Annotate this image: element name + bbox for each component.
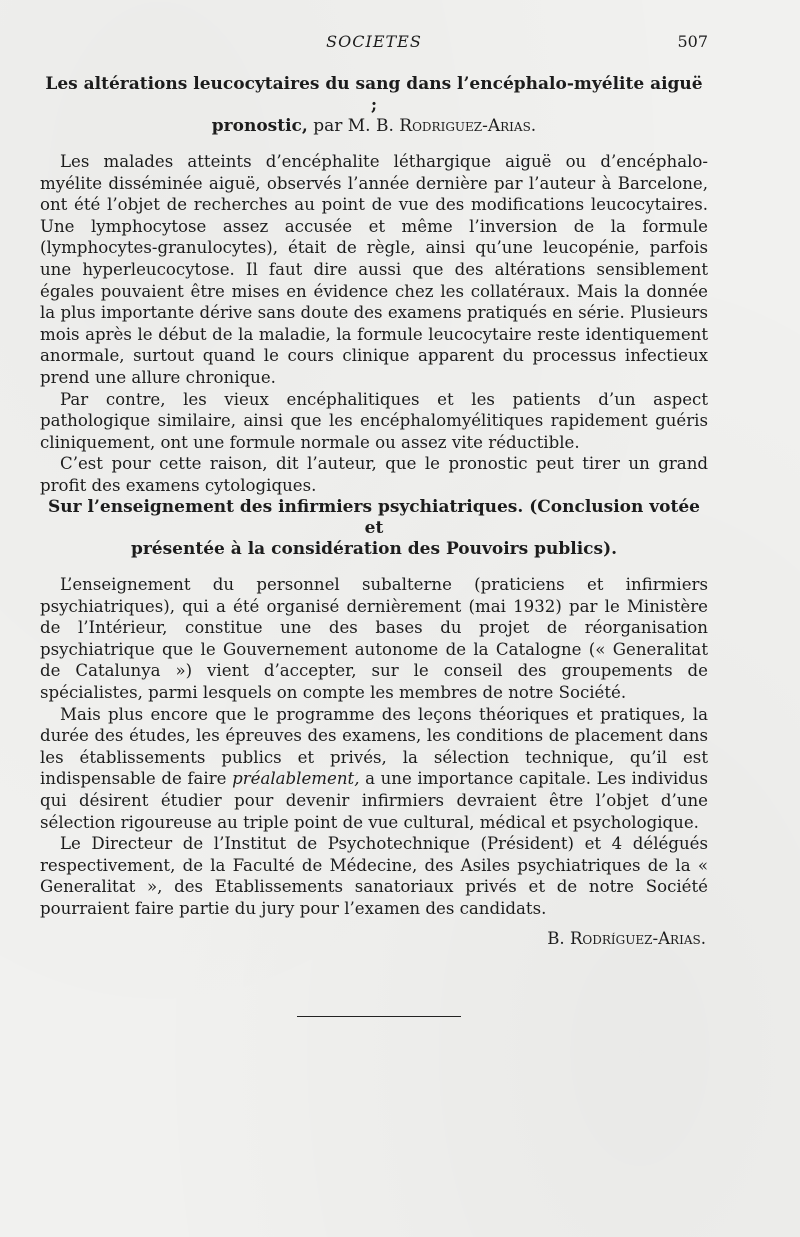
title-by: par M. B. bbox=[307, 116, 400, 136]
end-rule-divider bbox=[297, 1016, 461, 1017]
paragraph: L’enseignement du personnel subalterne (praticiens et infirmiers psychiatriques), qui a été organisé dernièrement (mai 1932) par le Ministère de l’Intérieur, constitue une des bases du projet de réorganisation psychiatrique que le Gouvernement autonome de la Catalogne (« Generalitat de Catalunya ») vient d’accepter, sur le conseil des groupements de spécialistes, parmi lesquels on compte les membres de notre Société. bbox=[40, 575, 708, 702]
article-title bbox=[40, 74, 708, 137]
article-leucocytes bbox=[40, 74, 708, 497]
running-header bbox=[40, 32, 708, 54]
title-author-name: Rodriguez-Arias. bbox=[399, 116, 537, 136]
article-title-line-1: Les altérations leucocytaires du sang dans l’encéphalo-myélite aiguë ; bbox=[45, 74, 703, 115]
article-title-line-1: Sur l’enseignement des infirmiers psychiatriques. (Conclusion votée et bbox=[48, 497, 700, 538]
signature-initial: B. bbox=[547, 928, 570, 948]
paragraph: Le Directeur de l’Institut de Psychotechnique (Président) et 4 délégués respectivement, de la Faculté de Médecine, des Asiles psychiatriques de la « Generalitat », des Etablissements sanatoriaux privés et de notre Société pourraient faire partie du jury pour l’examen des candidats. bbox=[40, 834, 708, 918]
signature-name: Rodríguez-Arias. bbox=[569, 928, 706, 948]
paragraph-text: Mais plus encore que le programme des leçons théoriques et pratiques, la durée des études, les épreuves des examens, les conditions de placement dans les établissements publics et privés, la sélection technique, qu’il est indispensable de faire bbox=[40, 704, 708, 789]
running-title: SOCIETES bbox=[326, 32, 422, 51]
paragraph-text: a une importance capitale. Les individus qui désirent étudier pour devenir infirmiers devraient être l’objet d’une sélection rigoureuse au triple point de vue cultural, médical et psychologique. bbox=[40, 769, 708, 832]
article-title-line-2 bbox=[40, 116, 708, 137]
article-title bbox=[40, 497, 708, 560]
title-keyword: pronostic, bbox=[211, 116, 308, 136]
emphasis-text: préalablement, bbox=[232, 769, 360, 789]
signature bbox=[40, 928, 708, 950]
paragraph: C’est pour cette raison, dit l’auteur, que le pronostic peut tirer un grand profit des examens cytologiques. bbox=[40, 454, 708, 495]
paragraph: Par contre, les vieux encéphalitiques et les patients d’un aspect pathologique similaire, ainsi que les encéphalomyélitiques rapidement guéris cliniquement, ont une formule normale ou assez vite réductible. bbox=[40, 389, 708, 452]
paragraph: Les malades atteints d’encéphalite léthargique aiguë ou d’encéphalo-myélite disséminée aiguë, observés l’année dernière par l’auteur à Barcelone, ont été l’objet de recherches au point de vue des modifications leucocytaires. Une lymphocytose assez accusée et même l’inversion de la formule (lymphocytes-granulocytes), était de règle, ainsi qu’une leucopénie, parfois une hyperleucocytose. Il faut dire aussi que des altérations sensiblement égales pouvaient être mises en évidence chez les collatéraux. Mais la donnée la plus importante dérive sans doute des examens pratiqués en série. Plusieurs mois après le début de la maladie, la formule leucocytaire reste identiquement anormale, surtout quand le cours clinique apparent du processus infectieux prend une allure chronique. bbox=[40, 152, 708, 387]
article-title-line-2: présentée à la considération des Pouvoirs publics). bbox=[130, 539, 618, 559]
article-infirmiers bbox=[40, 497, 708, 950]
paragraph bbox=[40, 704, 708, 834]
page-number: 507 bbox=[677, 32, 708, 51]
